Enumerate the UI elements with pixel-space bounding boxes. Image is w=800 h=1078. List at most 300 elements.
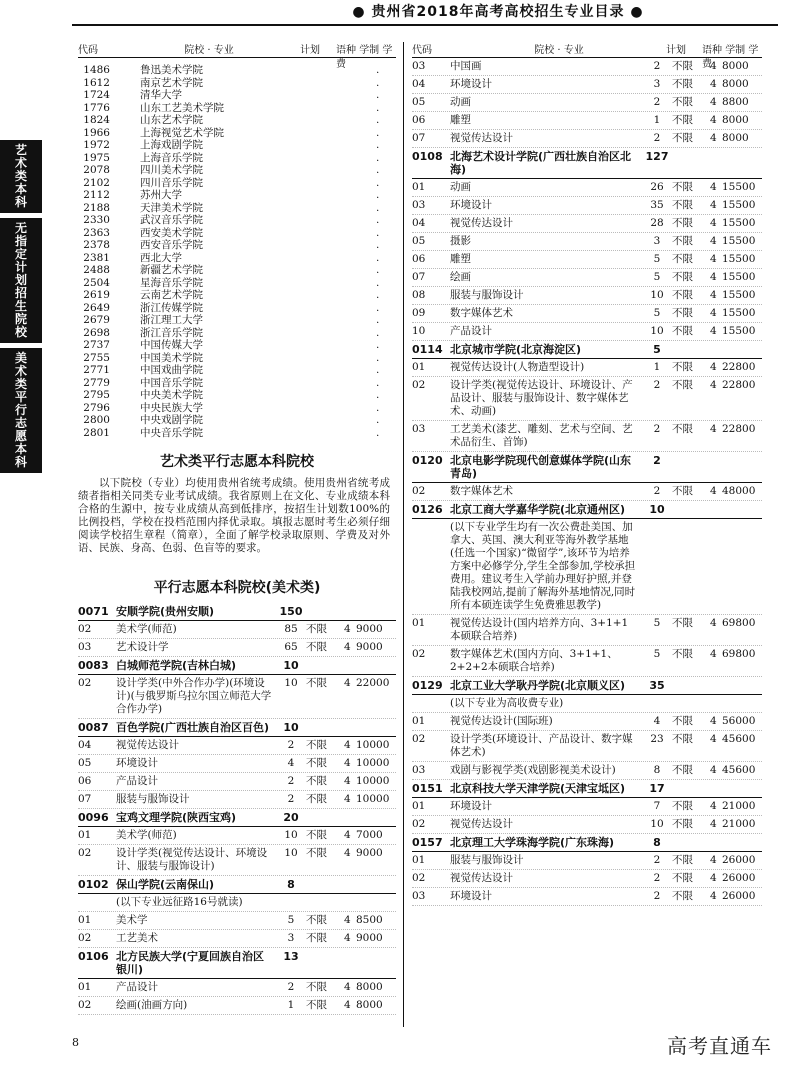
major-name: 绘画 xyxy=(450,271,471,283)
spacer xyxy=(344,721,356,734)
study-years: 4 xyxy=(710,307,717,319)
school-code: 0071 xyxy=(78,605,109,618)
side-tab-label xyxy=(0,144,42,209)
tab-char: 术 xyxy=(14,364,27,378)
spacer xyxy=(356,878,396,891)
major-code: 07 xyxy=(78,793,92,805)
tab-char: 志 xyxy=(14,416,27,430)
study-years: 4 xyxy=(344,757,351,769)
major-name: 视觉传达设计 xyxy=(450,132,513,144)
school-code: 2800 xyxy=(83,414,110,426)
language: 不限 xyxy=(672,485,693,497)
empty-marker: . xyxy=(376,276,380,289)
language: 不限 xyxy=(306,757,327,769)
major-row xyxy=(412,483,762,501)
tuition-fee: 69800 xyxy=(722,648,756,660)
study-years: 4 xyxy=(710,253,717,265)
list-item xyxy=(78,64,396,77)
list-item xyxy=(78,277,396,290)
major-code: 07 xyxy=(412,132,426,144)
list-item xyxy=(78,264,396,277)
spacer xyxy=(356,659,396,672)
spacer xyxy=(722,679,762,692)
tab-char: 科 xyxy=(14,455,27,469)
study-years: 4 xyxy=(710,235,717,247)
study-years: 4 xyxy=(710,271,717,283)
note-row xyxy=(412,519,762,615)
tuition-fee: 8000 xyxy=(722,132,749,144)
major-code: 01 xyxy=(412,800,426,812)
major-code: 05 xyxy=(412,235,426,247)
tuition-fee: 22800 xyxy=(722,361,756,373)
empty-marker: . xyxy=(376,189,380,201)
spacer xyxy=(412,697,450,710)
plan-count: 2 xyxy=(653,379,661,391)
column-divider xyxy=(403,42,404,1027)
header-name: 院校 · 专业 xyxy=(184,45,234,56)
school-code: 0087 xyxy=(78,721,109,734)
language: 不限 xyxy=(672,253,693,265)
plan-count: 5 xyxy=(287,914,295,926)
tab-char: 生 xyxy=(14,299,27,313)
list-item xyxy=(78,414,396,427)
language: 不限 xyxy=(672,271,693,283)
tab-char: 校 xyxy=(14,325,27,339)
school-code: 2796 xyxy=(83,401,110,414)
header-meta xyxy=(336,44,396,70)
plan-count: 2 xyxy=(287,981,295,993)
school-code: 0096 xyxy=(78,811,109,824)
study-years: 4 xyxy=(710,818,717,830)
major-name: 环境设计 xyxy=(116,757,158,769)
tuition-fee: 8500 xyxy=(356,914,383,926)
study-years: 4 xyxy=(344,623,351,635)
spacer xyxy=(710,454,722,480)
plan-count: 2 xyxy=(653,423,661,435)
school-row xyxy=(412,501,762,519)
plan-count: 2 xyxy=(653,890,661,902)
row-note: (以下专业学生均有一次公费赴美国、加拿大、英国、澳大利亚等海外教学基地(任选一个国家)“微留学”,该环节为培养方案中必修学分,学生全部参加,学校承担费用。建议考生入学前办理好护照,并登陆我校网站,提前了解海外基地情况,同时所有本硕连读学生免费雅思教学) xyxy=(450,521,636,611)
school-row xyxy=(78,948,396,979)
spacer xyxy=(356,721,396,734)
tuition-fee: 9000 xyxy=(356,623,383,635)
major-row xyxy=(412,251,762,269)
school-name: 中央美术学院 xyxy=(140,389,203,401)
language: 不限 xyxy=(306,914,327,926)
major-name: 视觉传达设计(国际班) xyxy=(450,715,553,727)
note-row xyxy=(78,894,396,912)
major-name: 数字媒体艺术 xyxy=(450,307,513,319)
school-name: 云南艺术学院 xyxy=(140,289,203,301)
spacer xyxy=(276,896,396,909)
list-item xyxy=(78,227,396,240)
major-row xyxy=(412,287,762,305)
spacer xyxy=(672,836,710,849)
tuition-fee: 26000 xyxy=(722,872,756,884)
major-code: 10 xyxy=(412,325,426,337)
study-years: 4 xyxy=(344,739,351,751)
major-code: 02 xyxy=(78,847,92,859)
major-code: 02 xyxy=(78,999,92,1011)
empty-marker: . xyxy=(376,139,380,151)
school-code: 2363 xyxy=(83,226,110,239)
school-name: 上海视觉艺术学院 xyxy=(140,126,224,139)
major-name: 产品设计 xyxy=(116,981,158,993)
empty-marker: . xyxy=(376,289,380,301)
major-name: 服装与服饰设计 xyxy=(450,854,524,866)
school-row xyxy=(78,809,396,827)
spacer xyxy=(306,811,344,824)
spacer xyxy=(722,343,762,356)
plan-count: 1 xyxy=(653,361,661,373)
tuition-fee: 8000 xyxy=(722,60,749,72)
major-row xyxy=(412,305,762,323)
empty-marker: . xyxy=(376,76,380,89)
school-name: 中国传媒大学 xyxy=(140,339,203,351)
watermark: 高考直通车 xyxy=(667,1030,772,1059)
school-code: 1724 xyxy=(83,89,110,101)
spacer xyxy=(722,150,762,176)
study-years: 4 xyxy=(344,829,351,841)
list-item xyxy=(78,114,396,127)
tuition-fee: 69800 xyxy=(722,617,756,629)
study-years: 4 xyxy=(344,847,351,859)
tuition-fee: 21000 xyxy=(722,818,756,830)
side-tab xyxy=(0,140,42,213)
tuition-fee: 10000 xyxy=(356,757,390,769)
school-name: 南京艺术学院 xyxy=(140,76,203,89)
tuition-fee: 15500 xyxy=(722,199,756,211)
major-name: 美术学(师范) xyxy=(116,623,177,635)
major-name: 中国画 xyxy=(450,60,482,72)
note-row xyxy=(412,695,762,713)
school-name: 中央音乐学院 xyxy=(140,426,203,439)
language: 不限 xyxy=(672,818,693,830)
list-item xyxy=(78,289,396,302)
plan-count: 3 xyxy=(653,78,661,90)
plan-count: 127 xyxy=(645,150,669,163)
study-years: 4 xyxy=(344,677,351,689)
list-item xyxy=(78,252,396,265)
major-code: 04 xyxy=(412,78,426,90)
list-item xyxy=(78,127,396,140)
school-row xyxy=(412,834,762,852)
school-code: 2795 xyxy=(83,389,110,401)
header-lang: 语种 xyxy=(702,45,722,56)
school-code: 0157 xyxy=(412,836,443,849)
list-item xyxy=(78,327,396,340)
language: 不限 xyxy=(672,854,693,866)
list-item xyxy=(78,314,396,327)
language: 不限 xyxy=(672,379,693,391)
empty-marker: . xyxy=(376,201,380,214)
list-item xyxy=(78,377,396,390)
plan-count: 10 xyxy=(650,325,664,337)
plan-count: 2 xyxy=(653,96,661,108)
empty-marker: . xyxy=(376,351,380,364)
tuition-fee: 26000 xyxy=(722,890,756,902)
list-item xyxy=(78,239,396,252)
study-years: 4 xyxy=(344,932,351,944)
school-row xyxy=(412,148,762,179)
list-item xyxy=(78,77,396,90)
school-code: 1966 xyxy=(83,126,110,139)
tab-char: 科 xyxy=(14,195,27,209)
school-name: 四川音乐学院 xyxy=(140,176,203,189)
row-note: (以下专业远征路16号就读) xyxy=(116,896,243,908)
empty-marker: . xyxy=(376,414,380,426)
school-code: 2801 xyxy=(83,426,110,439)
major-row xyxy=(412,233,762,251)
empty-marker: . xyxy=(376,251,380,264)
study-years: 4 xyxy=(710,890,717,902)
study-years: 4 xyxy=(710,78,717,90)
major-name: 视觉传达设计(人物造型设计) xyxy=(450,361,585,373)
school-code: 1972 xyxy=(83,139,110,151)
spacer xyxy=(722,782,762,795)
tab-char: 艺 xyxy=(14,143,27,157)
side-tab-label xyxy=(0,352,42,469)
study-years: 4 xyxy=(710,485,717,497)
study-years: 4 xyxy=(710,715,717,727)
plan-count: 10 xyxy=(649,503,665,516)
school-code: 0126 xyxy=(412,503,443,516)
school-name: 四川美术学院 xyxy=(140,164,203,176)
spacer xyxy=(344,950,356,976)
study-years: 4 xyxy=(710,733,717,745)
plan-count: 65 xyxy=(284,641,298,653)
major-name: 雕塑 xyxy=(450,114,471,126)
plan-count: 8 xyxy=(653,764,661,776)
school-code: 2619 xyxy=(83,289,110,301)
list-item xyxy=(78,189,396,202)
study-years: 4 xyxy=(710,423,717,435)
major-name: 环境设计 xyxy=(450,800,492,812)
major-name: 戏剧与影视学类(戏剧影视美术设计) xyxy=(450,764,616,776)
tuition-fee: 9000 xyxy=(356,932,383,944)
major-code: 02 xyxy=(412,379,426,391)
spacer xyxy=(356,605,396,618)
language: 不限 xyxy=(672,764,693,776)
spacer xyxy=(710,150,722,176)
school-name: 保山学院(云南保山) xyxy=(116,878,215,891)
header-name: 院校 · 专业 xyxy=(534,45,584,56)
spacer xyxy=(672,679,710,692)
school-code: 2698 xyxy=(83,326,110,339)
major-code: 02 xyxy=(412,648,426,660)
plan-count: 2 xyxy=(287,793,295,805)
plan-count: 26 xyxy=(650,181,664,193)
spacer xyxy=(344,605,356,618)
study-years: 4 xyxy=(710,872,717,884)
major-name: 视觉传达设计(国内培养方向、3+1+1本硕联合培养) xyxy=(450,617,629,642)
major-row xyxy=(78,791,396,809)
plan-count: 2 xyxy=(653,454,661,467)
language: 不限 xyxy=(306,641,327,653)
tab-char: 本 xyxy=(14,182,27,196)
school-name: 中央民族大学 xyxy=(140,401,203,414)
major-row xyxy=(412,798,762,816)
spacer xyxy=(306,721,344,734)
school-name: 上海戏剧学院 xyxy=(140,139,203,151)
empty-marker: . xyxy=(376,339,380,351)
header-fee: 学费 xyxy=(336,45,393,70)
school-code: 2330 xyxy=(83,214,110,226)
spacer xyxy=(722,836,762,849)
school-name: 苏州大学 xyxy=(140,189,182,201)
tab-char: 行 xyxy=(14,403,27,417)
tuition-fee: 56000 xyxy=(722,715,756,727)
major-row xyxy=(412,94,762,112)
major-name: 美术学(师范) xyxy=(116,829,177,841)
tab-char: 计 xyxy=(14,260,27,274)
school-name: 北京科技大学天津学院(天津宝坻区) xyxy=(450,782,626,795)
list-item xyxy=(78,202,396,215)
tuition-fee: 10000 xyxy=(356,739,390,751)
plan-count: 5 xyxy=(653,271,661,283)
tab-char: 招 xyxy=(14,286,27,300)
school-code: 0102 xyxy=(78,878,109,891)
school-code: 0151 xyxy=(412,782,443,795)
major-row xyxy=(412,646,762,677)
school-code: 1486 xyxy=(83,64,110,76)
major-code: 01 xyxy=(78,914,92,926)
major-row xyxy=(78,912,396,930)
spacer xyxy=(710,343,722,356)
school-code: 2649 xyxy=(83,301,110,314)
header-code: 代码 xyxy=(412,45,432,56)
major-code: 04 xyxy=(412,217,426,229)
list-item xyxy=(78,339,396,352)
major-code: 05 xyxy=(78,757,92,769)
school-name: 星海音乐学院 xyxy=(140,276,203,289)
school-name: 百色学院(广西壮族自治区百色) xyxy=(116,721,270,734)
header-years: 学制 xyxy=(359,45,380,56)
school-code: 1975 xyxy=(83,151,110,164)
tuition-fee: 15500 xyxy=(722,235,756,247)
language: 不限 xyxy=(306,829,327,841)
school-name: 浙江传媒学院 xyxy=(140,301,203,314)
side-tabs xyxy=(0,140,44,478)
plan-count: 23 xyxy=(650,733,664,745)
school-row xyxy=(78,657,396,675)
study-years: 4 xyxy=(344,999,351,1011)
study-years: 4 xyxy=(710,361,717,373)
major-row xyxy=(412,179,762,197)
empty-marker: . xyxy=(376,326,380,339)
school-code: 2078 xyxy=(83,164,110,176)
tab-char: 本 xyxy=(14,442,27,456)
major-name: 产品设计 xyxy=(450,325,492,337)
empty-marker: . xyxy=(376,151,380,164)
major-code: 02 xyxy=(412,872,426,884)
header-code: 代码 xyxy=(78,45,98,56)
spacer xyxy=(642,697,762,710)
major-code: 03 xyxy=(412,890,426,902)
tuition-fee: 45600 xyxy=(722,764,756,776)
spacer xyxy=(642,521,762,612)
spacer xyxy=(672,454,710,480)
plan-count: 2 xyxy=(653,485,661,497)
major-name: 动画 xyxy=(450,96,471,108)
language: 不限 xyxy=(672,78,693,90)
major-code: 08 xyxy=(412,289,426,301)
major-name: 绘画(油画方向) xyxy=(116,999,188,1011)
study-years: 4 xyxy=(710,854,717,866)
school-row xyxy=(412,780,762,798)
spacer xyxy=(710,782,722,795)
header-rule xyxy=(72,24,778,26)
major-code: 03 xyxy=(412,199,426,211)
major-row xyxy=(412,58,762,76)
plan-count: 13 xyxy=(283,950,299,963)
school-code: 2504 xyxy=(83,276,110,289)
plan-count: 7 xyxy=(653,800,661,812)
school-name: 西安美术学院 xyxy=(140,226,203,239)
side-tab xyxy=(0,348,42,473)
tab-char: 院 xyxy=(14,312,27,326)
major-row xyxy=(412,130,762,148)
plan-count: 2 xyxy=(653,132,661,144)
major-code: 02 xyxy=(412,485,426,497)
school-name: 清华大学 xyxy=(140,89,182,101)
school-code: 2779 xyxy=(83,376,110,389)
study-years: 4 xyxy=(710,325,717,337)
major-row xyxy=(412,76,762,94)
school-name: 山东艺术学院 xyxy=(140,114,203,126)
major-code: 01 xyxy=(78,829,92,841)
language: 不限 xyxy=(306,932,327,944)
school-name: 天津美术学院 xyxy=(140,201,203,214)
language: 不限 xyxy=(672,617,693,629)
plan-count: 4 xyxy=(287,757,295,769)
major-row xyxy=(412,215,762,233)
major-name: 服装与服饰设计 xyxy=(116,793,190,805)
list-item xyxy=(78,302,396,315)
school-name: 武汉音乐学院 xyxy=(140,214,203,226)
study-years: 4 xyxy=(344,641,351,653)
language: 不限 xyxy=(306,775,327,787)
plan-count: 10 xyxy=(650,289,664,301)
tab-char: 定 xyxy=(14,247,27,261)
major-code: 03 xyxy=(412,60,426,72)
language: 不限 xyxy=(306,739,327,751)
major-code: 09 xyxy=(412,307,426,319)
list-item xyxy=(78,364,396,377)
major-row xyxy=(412,377,762,421)
tuition-fee: 15500 xyxy=(722,271,756,283)
school-name: 安顺学院(贵州安顺) xyxy=(116,605,215,618)
school-name: 北京电影学院现代创意媒体学院(山东青岛) xyxy=(450,454,632,480)
tab-char: 无 xyxy=(14,221,27,235)
spacer xyxy=(356,950,396,976)
study-years: 4 xyxy=(710,181,717,193)
school-code: 0083 xyxy=(78,659,109,672)
tuition-fee: 22800 xyxy=(722,423,756,435)
language: 不限 xyxy=(672,60,693,72)
empty-marker: . xyxy=(376,376,380,389)
tuition-fee: 48000 xyxy=(722,485,756,497)
major-row xyxy=(412,269,762,287)
major-row xyxy=(412,870,762,888)
school-code: 1824 xyxy=(83,114,110,126)
tab-char: 愿 xyxy=(14,429,27,443)
plan-count: 3 xyxy=(287,932,295,944)
study-years: 4 xyxy=(710,217,717,229)
major-code: 01 xyxy=(412,181,426,193)
school-code: 0120 xyxy=(412,454,443,467)
right-column xyxy=(412,44,762,906)
